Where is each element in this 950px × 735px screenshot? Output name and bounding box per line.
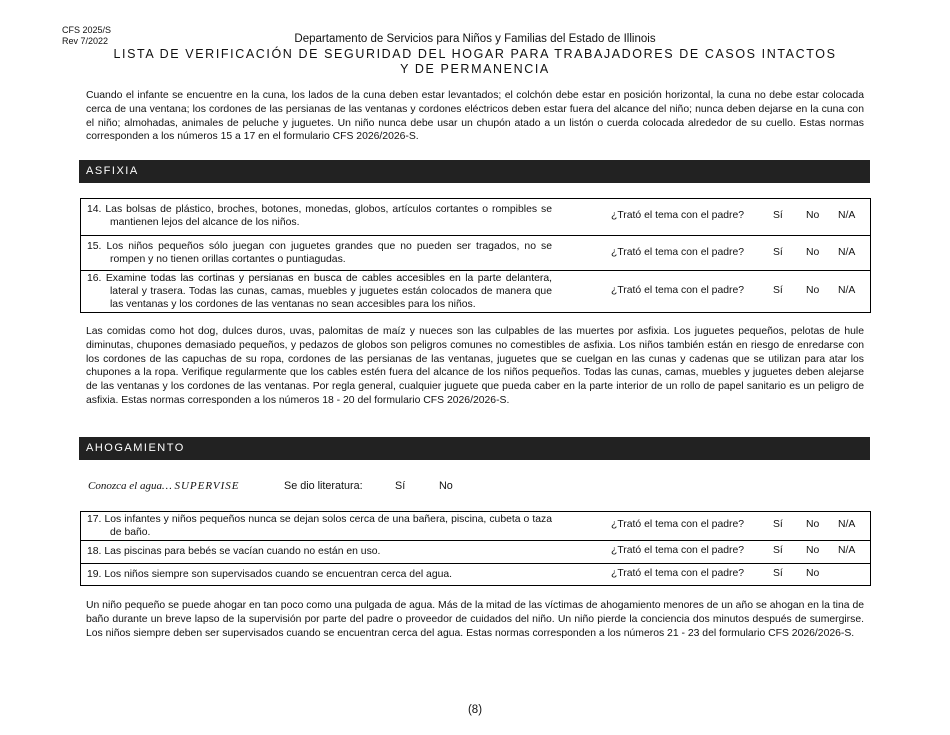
- title-line-1: LISTA DE VERIFICACIÓN DE SEGURIDAD DEL HOGAR PARA TRABAJADORES DE CASOS INTACTOS: [113, 47, 837, 61]
- form-revision: Rev 7/2022: [62, 36, 109, 46]
- option-si[interactable]: Sí: [773, 285, 783, 296]
- question-label: ¿Trató el tema con el padre?: [611, 247, 745, 258]
- item-text: 15. Los niños pequeños sólo juegan con juguetes grandes que no pueden ser tragados, no se rompen y no tienen orillas cortantes o puntiagudas.: [87, 241, 552, 265]
- page-title: [0, 47, 950, 77]
- option-si[interactable]: Sí: [773, 519, 783, 530]
- title-line-2: Y DE PERMANENCIA: [400, 62, 550, 76]
- item-text: 17. Los infantes y niños pequeños nunca se dejan solos cerca de una bañera, piscina, cubeta o taza de baño.: [87, 514, 552, 538]
- checklist-row: [81, 540, 870, 563]
- option-si[interactable]: Sí: [773, 247, 783, 258]
- asfixia-checklist: [80, 198, 871, 313]
- checklist-row: [81, 199, 870, 235]
- section-header-ahogamiento: AHOGAMIENTO: [79, 437, 870, 460]
- literature-label: Se dio literatura:: [284, 480, 363, 492]
- option-no[interactable]: No: [806, 210, 820, 221]
- page-number: (8): [467, 704, 483, 716]
- asfixia-note: Las comidas como hot dog, dulces duros, uvas, palomitas de maíz y nueces son las culpables de las muertes por asfixia. Los juguetes pequeños, pelotas de hule diminutas, chupones demasiado pequeños, y pedazos de globos son peligros comunes no comestibles de asfixia. Los niños también están en riesgo de enredarse con los cordones de las capuchas de su ropa, cordones de las persianas de las ventanas, juguetes que se cuelgan en las cunas y cadenas que se utilizan para atar los chupones a la ropa. Verifique regularmente que los cables estén fuera del alcance de los niños pequeños. Todas las cunas, camas, muebles y juguetes deben alejarse de las ventanas y los cordones de las ventanas. Por regla general, cualquier juguete que pueda caber en la parte interior de un rollo de papel sanitario es un peligro de asfixia. Estas normas corresponden a los números 18 - 20 del formulario CFS 2026/2026-S.: [86, 326, 864, 406]
- option-na[interactable]: N/A: [838, 519, 856, 530]
- checklist-row: [81, 563, 870, 585]
- form-id: CFS 2025/S: [62, 25, 112, 35]
- item-text: 19. Los niños siempre son supervisados cuando se encuentran cerca del agua.: [87, 569, 453, 580]
- option-no[interactable]: No: [806, 545, 820, 556]
- water-slogan: [88, 480, 240, 492]
- question-label: ¿Trató el tema con el padre?: [611, 545, 745, 556]
- literature-option-si[interactable]: Sí: [395, 480, 406, 492]
- department-name: Departamento de Servicios para Niños y Familias del Estado de Illinois: [294, 33, 656, 45]
- option-si[interactable]: Sí: [773, 210, 783, 221]
- option-na[interactable]: N/A: [838, 285, 856, 296]
- water-slogan-prefix: Conozca el agua…: [88, 480, 172, 492]
- option-no[interactable]: No: [806, 568, 820, 579]
- question-label: ¿Trató el tema con el padre?: [611, 568, 745, 579]
- literature-option-no[interactable]: No: [439, 480, 453, 492]
- option-na[interactable]: N/A: [838, 545, 856, 556]
- option-si[interactable]: Sí: [773, 568, 783, 579]
- ahogamiento-note: Un niño pequeño se puede ahogar en tan poco como una pulgada de agua. Más de la mitad de las víctimas de ahogamiento menores de un año se ahogan en la tina de baño durante un breve lapso de la supervisión por parte del padre o proveedor de cuidados del niño. Un niño pierde la conciencia dos minutos después de sumergirse. Los niños siempre deben ser supervisados cuando se encuentran cerca del agua. Estas normas corresponden a los números 21 - 23 del formulario CFS 2026/2026-S.: [86, 600, 864, 639]
- option-na[interactable]: N/A: [838, 210, 856, 221]
- option-si[interactable]: Sí: [773, 545, 783, 556]
- water-slogan-supervise: SUPERVISE: [174, 480, 240, 492]
- question-label: ¿Trató el tema con el padre?: [611, 285, 745, 296]
- item-text: 18. Las piscinas para bebés se vacían cuando no están en uso.: [87, 546, 381, 557]
- question-label: ¿Trató el tema con el padre?: [611, 519, 745, 530]
- option-no[interactable]: No: [806, 247, 820, 258]
- checklist-row: [81, 270, 870, 312]
- question-label: ¿Trató el tema con el padre?: [611, 210, 745, 221]
- option-na[interactable]: N/A: [838, 247, 856, 258]
- section-header-asfixia: ASFIXIA: [79, 160, 870, 183]
- option-no[interactable]: No: [806, 285, 820, 296]
- ahogamiento-checklist: [80, 511, 871, 586]
- checklist-row: [81, 512, 870, 540]
- intro-paragraph: Cuando el infante se encuentre en la cuna, los lados de la cuna deben estar levantados; el colchón debe estar en posición horizontal, la cuna no debe estar colocada cerca de una ventana; los cordones de las persianas de las ventanas y cordones eléctricos deben estar fuera del alcance del niño; nunca deben dejarse en la cuna con el niño; almohadas, animales de peluche y juguetes. Un niño nunca debe usar un chupón atado a un listón o cuerda colocada alrededor de su cuello. Estas normas corresponden a los números 15 a 17 en el formulario CFS 2026/2026-S.: [86, 90, 864, 143]
- item-text: 16. Examine todas las cortinas y persianas en busca de cables accesibles en la parte delantera, lateral y trasera. Todas las cunas, camas, muebles y juguetes están colocados de manera que las ventanas y los cordones de las ventanas no sean accesibles para los niños.: [87, 273, 552, 310]
- checklist-row: [81, 235, 870, 270]
- item-text: 14. Las bolsas de plástico, broches, botones, monedas, globos, artículos cortantes o rompibles se mantienen lejos del alcance de los niños.: [87, 204, 552, 228]
- option-no[interactable]: No: [806, 519, 820, 530]
